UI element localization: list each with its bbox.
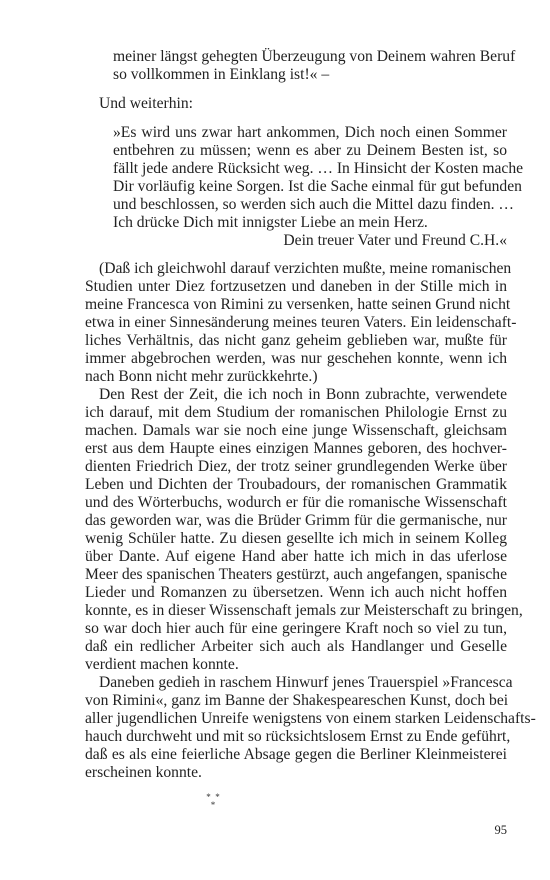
- letter-signature: Dein treuer Vater und Freund C.H.«: [283, 231, 507, 249]
- text-line: das geworden war, was die Brüder Grimm für die germanische, nur: [85, 512, 507, 530]
- text-line: fällt jede andere Rücksicht weg. … In Hinsicht der Kosten mache: [113, 159, 524, 177]
- asterism-separator: * * *: [206, 792, 220, 811]
- text-line: erst aus dem Haupte eines einzigen Mannes geboren, des hochver-: [85, 440, 507, 458]
- text-line: so vollkommen in Einklang ist!« –: [113, 66, 330, 83]
- text-line: Studien unter Diez fortzusetzen und daneben in der Stille mich in: [85, 278, 507, 296]
- text-line: und beschlossen, so werden sich auch die Mittel dazu finden. …: [113, 195, 515, 213]
- text-line: von Rimini«, ganz im Banne der Shakespeareschen Kunst, doch bei: [85, 692, 509, 710]
- text-line: erscheinen konnte.: [85, 764, 202, 782]
- text-line: daß es als eine feierliche Absage gegen die Berliner Kleinmeisterei: [85, 746, 507, 764]
- page-number: 95: [494, 823, 507, 837]
- text-line: nach Bonn nicht mehr zurückkehrte.): [85, 368, 318, 386]
- text-line: Ich drücke Dich mit innigster Liebe an mein Herz.: [113, 213, 428, 231]
- text-line: entbehren zu müssen; wenn es aber zu Deinem Besten ist, so: [113, 141, 507, 159]
- text-line: meine Francesca von Rimini zu versenken, hatte seinen Grund nicht: [85, 296, 511, 314]
- text-line: Dir vorläufig keine Sorgen. Ist die Sache einmal für gut befunden: [113, 177, 522, 195]
- text-line: daß ein redlicher Arbeiter sich auch als Handlanger und Geselle: [85, 638, 507, 656]
- text-line: (Daß ich gleichwohl darauf verzichten mußte, meine romanischen: [99, 260, 512, 278]
- text-line: wenig Schüler hatte. Zu diesen gesellte ich mich in seinem Kolleg: [85, 530, 507, 548]
- text-line: aller jugendlichen Unreife wenigstens von einem starken Leidenschafts-: [85, 710, 536, 728]
- text-line: immer abgebrochen werden, was nur geschehen konnte, wenn ich: [85, 350, 507, 368]
- text-line: etwa in einer Sinnesänderung meines teuren Vaters. Ein leidenschaft-: [85, 314, 517, 332]
- text-line: über Dante. Auf eigene Hand aber hatte ich mich in das uferlose: [85, 548, 507, 566]
- text-line: und des Wörterbuchs, wodurch er für die romanische Wissenschaft: [85, 494, 507, 512]
- text-line: hauch durchweht und mit so rücksichtslosem Ernst zu Ende geführt,: [85, 728, 511, 746]
- text-line: ich darauf, mit dem Studium der romanischen Philologie Ernst zu: [85, 404, 507, 422]
- text-line: machen. Damals war sie noch eine junge Wissenschaft, gleichsam: [85, 422, 507, 440]
- text-line: verdient machen konnte.: [85, 656, 239, 674]
- text-line: Den Rest der Zeit, die ich noch in Bonn zubrachte, verwendete: [99, 386, 507, 404]
- text-line: meiner längst gehegten Überzeugung von Deinem wahren Beruf: [113, 48, 516, 65]
- text-line: Lieder und Romanzen zu übersetzen. Wenn ich auch nicht hoffen: [85, 584, 507, 602]
- text-line: liches Verhältnis, das nicht ganz geheim geblieben war, mußte für: [85, 332, 507, 350]
- text-line: Und weiterhin:: [99, 94, 193, 112]
- text-line: Daneben gedieh in raschem Hinwurf jenes Trauerspiel »Francesca: [99, 674, 513, 692]
- text-line: »Es wird uns zwar hart ankommen, Dich noch einen Sommer: [113, 123, 507, 141]
- text-line: Meer des spanischen Theaters gestürzt, auch angefangen, spanische: [85, 566, 507, 584]
- text-line: Leben und Dichten der Troubadours, der romanischen Grammatik: [85, 476, 507, 494]
- text-line: konnte, es in dieser Wissenschaft jemals zur Meisterschaft zu bringen,: [85, 602, 523, 620]
- text-line: so war doch hier auch für eine geringere Kraft noch so viel zu tun,: [85, 620, 507, 638]
- text-line: dienten Friedrich Diez, der trotz seiner grundlegenden Werke über: [85, 458, 507, 476]
